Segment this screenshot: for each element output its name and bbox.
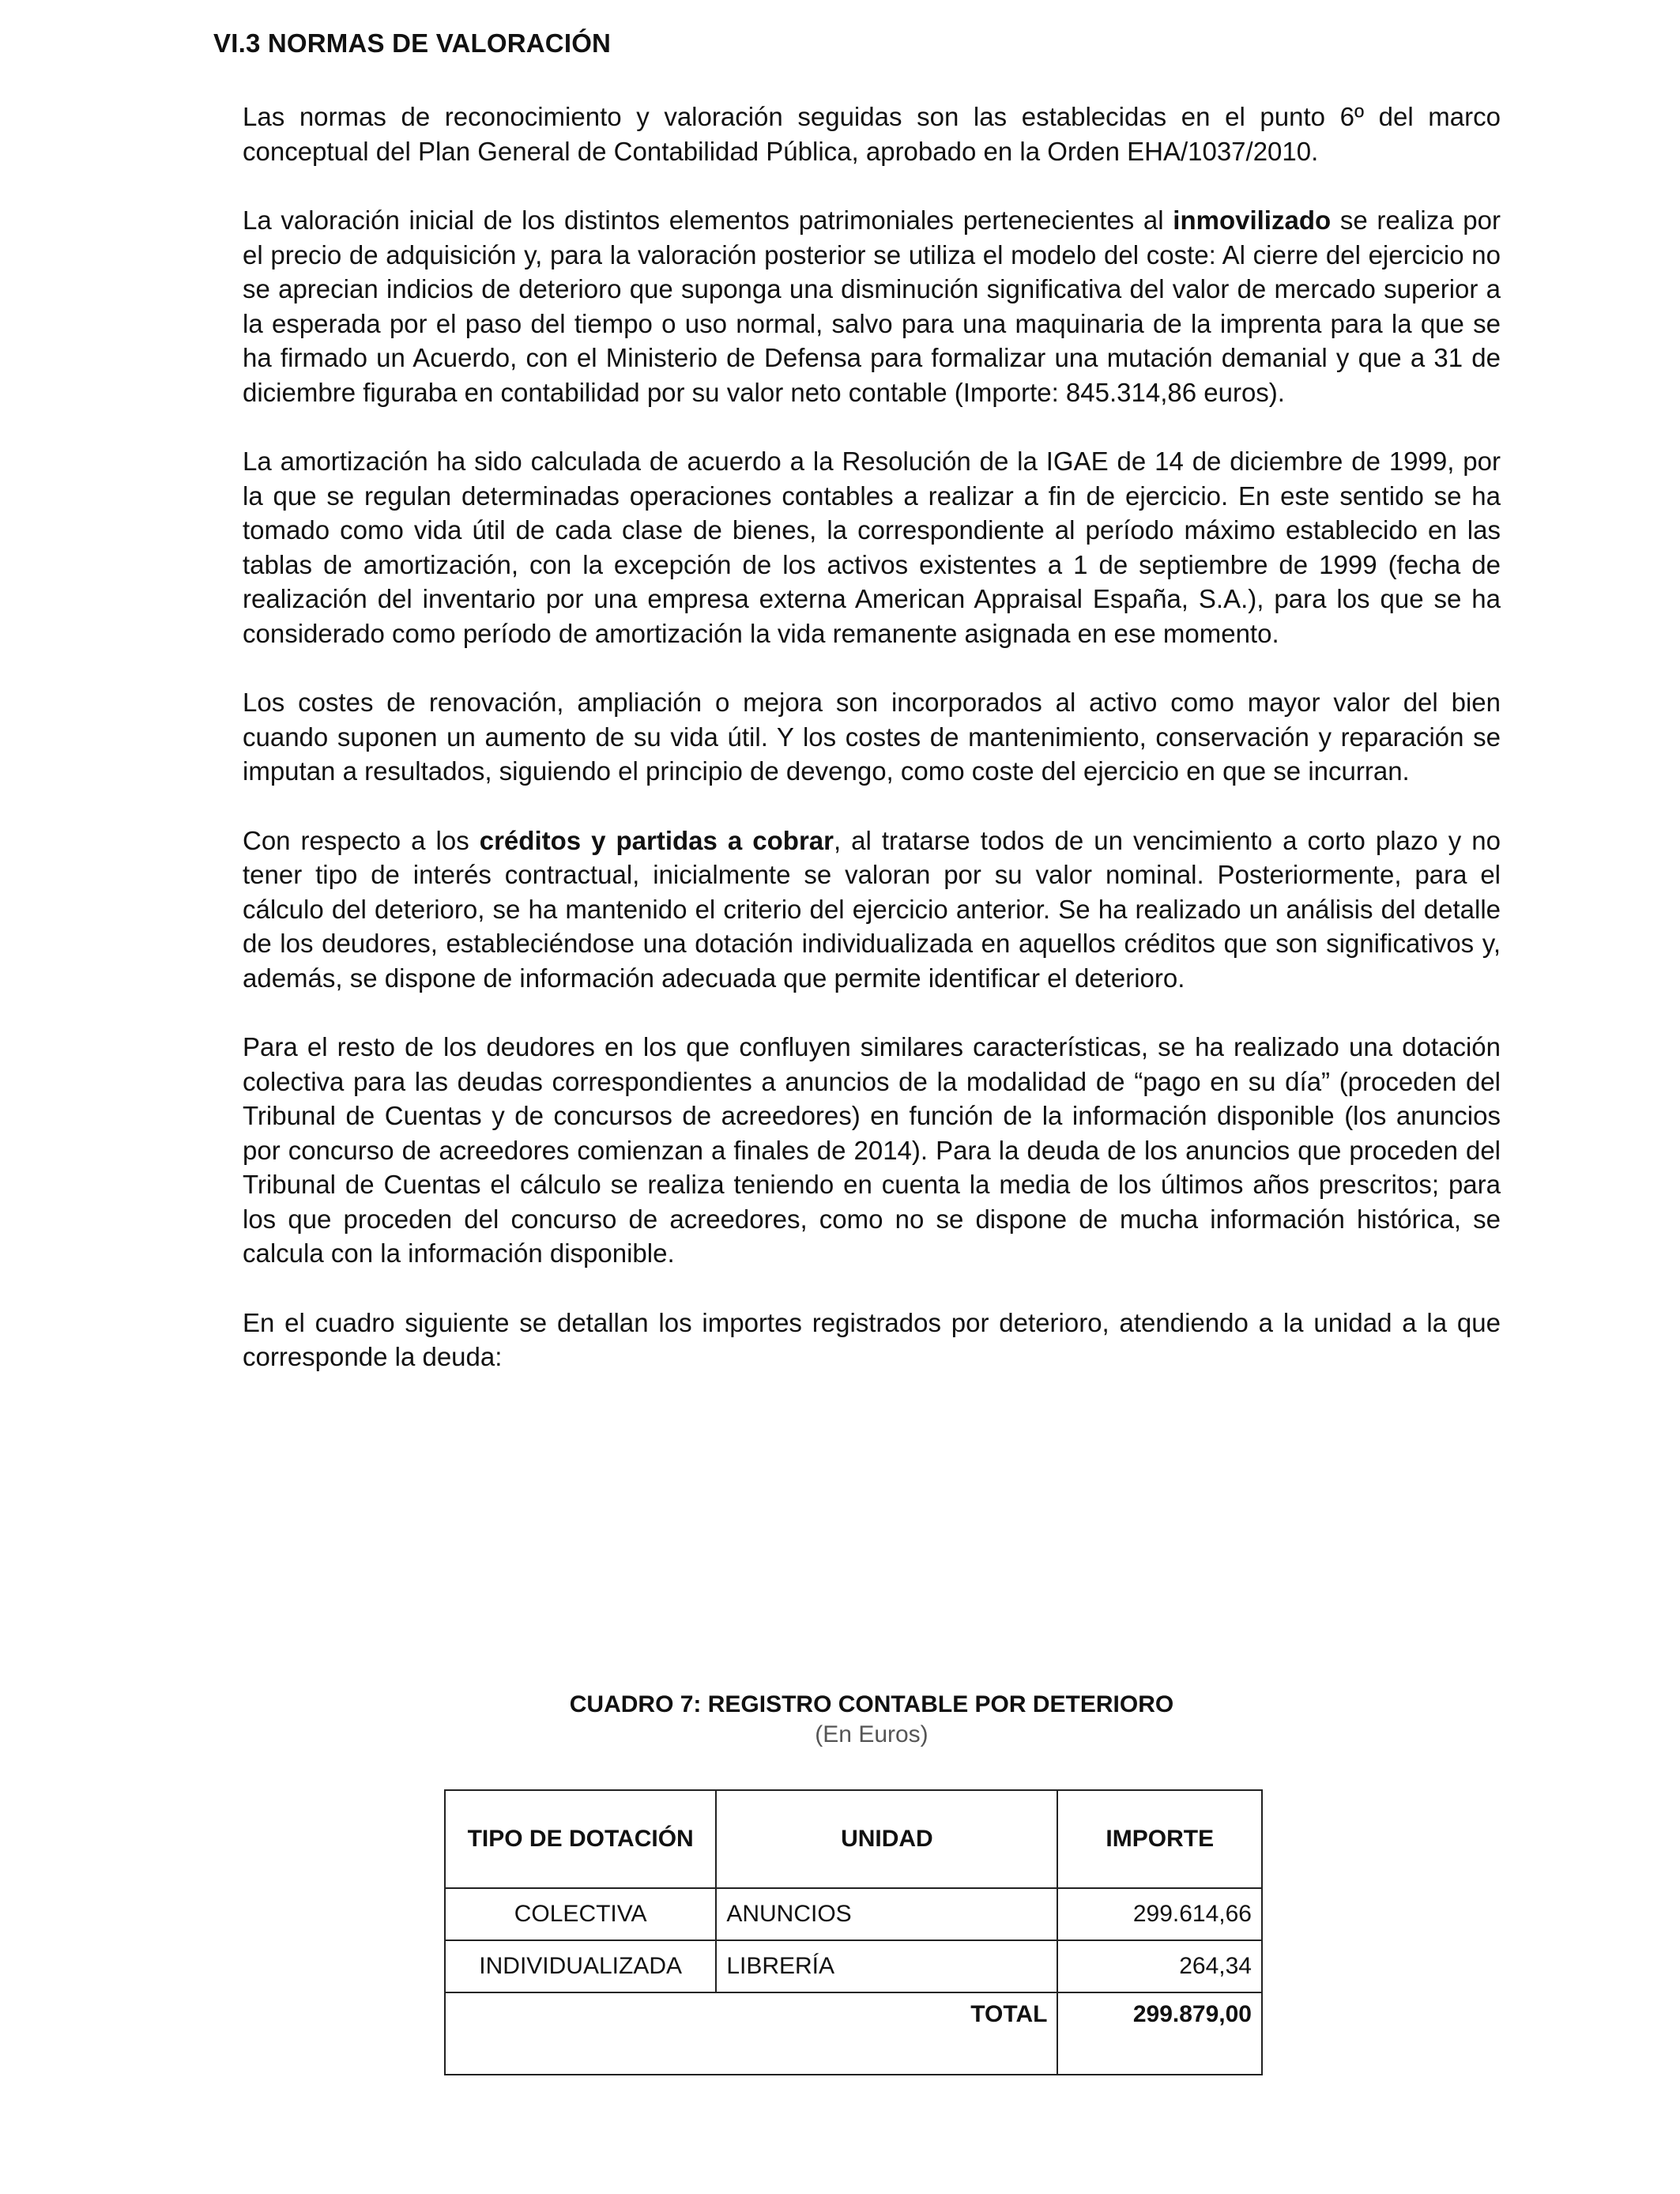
total-empty-cell xyxy=(445,1992,716,2075)
paragraph-1: Las normas de reconocimiento y valoración seguidas son las establecidas en el punto 6º del marco conceptual del Plan General de Contabilidad Pública, aprobado en la Orden EHA/1037/2010. xyxy=(243,102,1501,166)
header-tipo: TIPO DE DOTACIÓN xyxy=(445,1790,716,1888)
table-header-row xyxy=(445,1790,1262,1888)
cell-tipo: COLECTIVA xyxy=(445,1888,716,1940)
paragraph-4: Los costes de renovación, ampliación o mejora son incorporados al activo como mayor valor del bien cuando suponen un aumento de su vida útil. Y los costes de mantenimiento, conservación y reparación se imputan a resultados, siguiendo el principio de devengo, como coste del ejercicio en que se incurran. xyxy=(243,688,1501,786)
cell-tipo: INDIVIDUALIZADA xyxy=(445,1940,716,1992)
paragraph-6: Para el resto de los deudores en los que confluyen similares características, se ha realizado una dotación colectiva para las deudas correspondientes a anuncios de la modalidad de “pago en su día” (proceden del Tribunal de Cuentas y de concursos de acreedores) en función de la información disponible (los anuncios por concurso de acreedores comienzan a finales de 2014). Para la deuda de los anuncios que proceden del Tribunal de Cuentas el cálculo se realiza teniendo en cuenta la media de los últimos años prescritos; para los que proceden del concurso de acreedores, como no se dispone de mucha información histórica, se calcula con la información disponible. xyxy=(243,1032,1501,1268)
cell-unidad: LIBRERÍA xyxy=(716,1940,1057,1992)
table-row xyxy=(445,1940,1262,1992)
header-unidad: UNIDAD xyxy=(716,1790,1057,1888)
total-value: 299.879,00 xyxy=(1057,1992,1262,2075)
paragraph-5-part-b: , al tratarse todos de un vencimiento a corto plazo y no tener tipo de interés contractual, inicialmente se valoran por su valor nominal. Posteriormente, para el cálculo del deterioro, se ha mantenido el criterio del ejercicio anterior. Se ha realizado un análisis del detalle de los deudores, estableciéndose una dotación individualizada en aquellos créditos que son significativos y, además, se dispone de información adecuada que permite identificar el deterioro. xyxy=(243,825,1501,993)
paragraph-5-part-a: Con respecto a los xyxy=(243,825,480,855)
cell-importe: 264,34 xyxy=(1057,1940,1262,1992)
cell-unidad: ANUNCIOS xyxy=(716,1888,1057,1940)
paragraph-2-part-a: La valoración inicial de los distintos elementos patrimoniales pertenecientes al xyxy=(243,205,1173,235)
paragraph-2-bold: inmovilizado xyxy=(1173,205,1332,235)
paragraph-5-bold: créditos y partidas a cobrar xyxy=(479,825,834,855)
cell-importe: 299.614,66 xyxy=(1057,1888,1262,1940)
table-title: CUADRO 7: REGISTRO CONTABLE POR DETERIORO xyxy=(569,1691,1174,1717)
document-body xyxy=(243,100,1501,1409)
paragraph-2 xyxy=(243,203,1501,409)
table-total-row xyxy=(445,1992,1262,2075)
paragraph-2-part-b: se realiza por el precio de adquisición y, para la valoración posterior se utiliza el modelo del coste: Al cierre del ejercicio no se aprecian indicios de deterioro que suponga una disminución significativa del valor de mercado superior a la esperada por el paso del tiempo o uso normal, salvo para una maquinaria de la imprenta para la que se ha firmado un Acuerdo, con el Ministerio de Defensa para formalizar una mutación demanial y que a 31 de diciembre figuraba en contabilidad por su valor neto contable (Importe: 845.314,86 euros). xyxy=(243,205,1501,407)
header-importe: IMPORTE xyxy=(1057,1790,1262,1888)
table-subtitle: (En Euros) xyxy=(815,1721,929,1747)
total-label: TOTAL xyxy=(716,1992,1057,2075)
paragraph-5 xyxy=(243,824,1501,996)
paragraph-3: La amortización ha sido calculada de acuerdo a la Resolución de la IGAE de 14 de diciembre de 1999, por la que se regulan determinadas operaciones contables a realizar a fin de ejercicio. En este sentido se ha tomado como vida útil de cada clase de bienes, la correspondiente al período máximo establecido en las tablas de amortización, con la excepción de los activos existentes a 1 de septiembre de 1999 (fecha de realización del inventario por una empresa externa American Appraisal España, S.A.), para los que se ha considerado como período de amortización la vida remanente asignada en ese momento. xyxy=(243,447,1501,648)
section-heading: VI.3 NORMAS DE VALORACIÓN xyxy=(213,28,612,58)
table-row xyxy=(445,1888,1262,1940)
deterioro-table xyxy=(444,1789,1263,2075)
table-caption xyxy=(0,1690,1680,1750)
paragraph-7: En el cuadro siguiente se detallan los importes registrados por deterioro, atendiendo a la unidad a la que corresponde la deuda: xyxy=(243,1307,1501,1371)
